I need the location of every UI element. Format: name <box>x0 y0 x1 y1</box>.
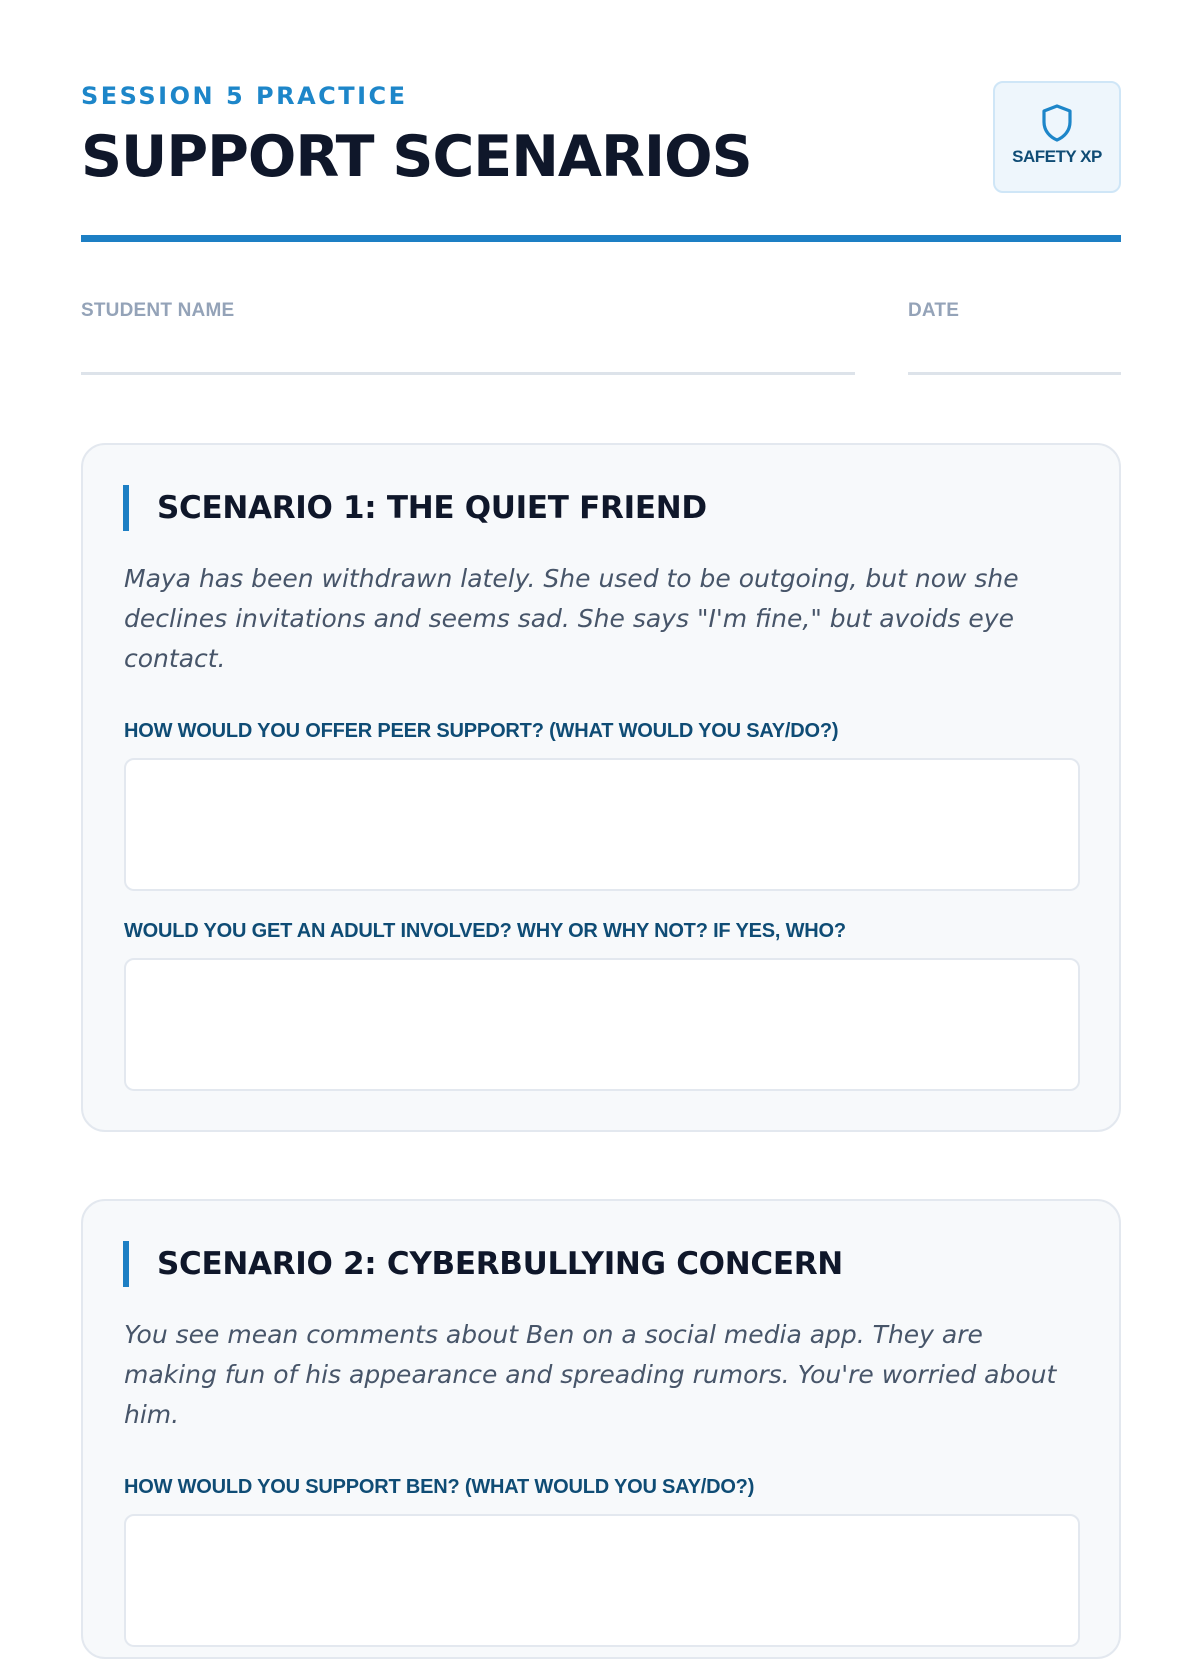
date-label: DATE <box>908 300 960 321</box>
date-field[interactable] <box>908 300 1121 375</box>
scenario-card-1 <box>81 443 1121 1132</box>
worksheet-page <box>81 0 1121 1498</box>
page-title: SUPPORT SCENARIOS <box>81 124 752 190</box>
answer-box[interactable] <box>124 958 1080 1091</box>
header-divider <box>81 235 1121 242</box>
question-label: HOW WOULD YOU OFFER PEER SUPPORT? (WHAT WOULD YOU SAY/DO?) <box>124 720 839 742</box>
student-name-line[interactable] <box>81 372 855 375</box>
student-info-fields <box>81 300 1121 390</box>
shield-icon <box>1040 103 1074 143</box>
student-name-field[interactable] <box>81 300 855 375</box>
badge-label: SAFETY XP <box>1012 147 1102 166</box>
scenario-card-2 <box>81 1199 1121 1659</box>
scenario-heading: SCENARIO 2: CYBERBULLYING CONCERN <box>123 1241 843 1287</box>
scenario-description: You see mean comments about Ben on a social media app. They are making fun of his appearance and spreading rumors. You're worried about him. <box>124 1320 1057 1429</box>
question-label: HOW WOULD YOU SUPPORT BEN? (WHAT WOULD YOU SAY/DO?) <box>124 1476 755 1498</box>
scenario-description: Maya has been withdrawn lately. She used to be outgoing, but now she declines invitations and seems sad. She says "I'm fine," but avoids eye contact. <box>124 564 1019 673</box>
safety-xp-badge <box>993 81 1121 193</box>
answer-box[interactable] <box>124 758 1080 891</box>
session-subtitle: SESSION 5 PRACTICE <box>81 82 408 110</box>
question-label: WOULD YOU GET AN ADULT INVOLVED? WHY OR WHY NOT? IF YES, WHO? <box>124 920 846 942</box>
date-line[interactable] <box>908 372 1121 375</box>
scenario-heading: SCENARIO 1: THE QUIET FRIEND <box>123 485 707 531</box>
student-name-label: STUDENT NAME <box>81 300 235 321</box>
answer-box[interactable] <box>124 1514 1080 1647</box>
worksheet-header <box>81 0 1121 242</box>
